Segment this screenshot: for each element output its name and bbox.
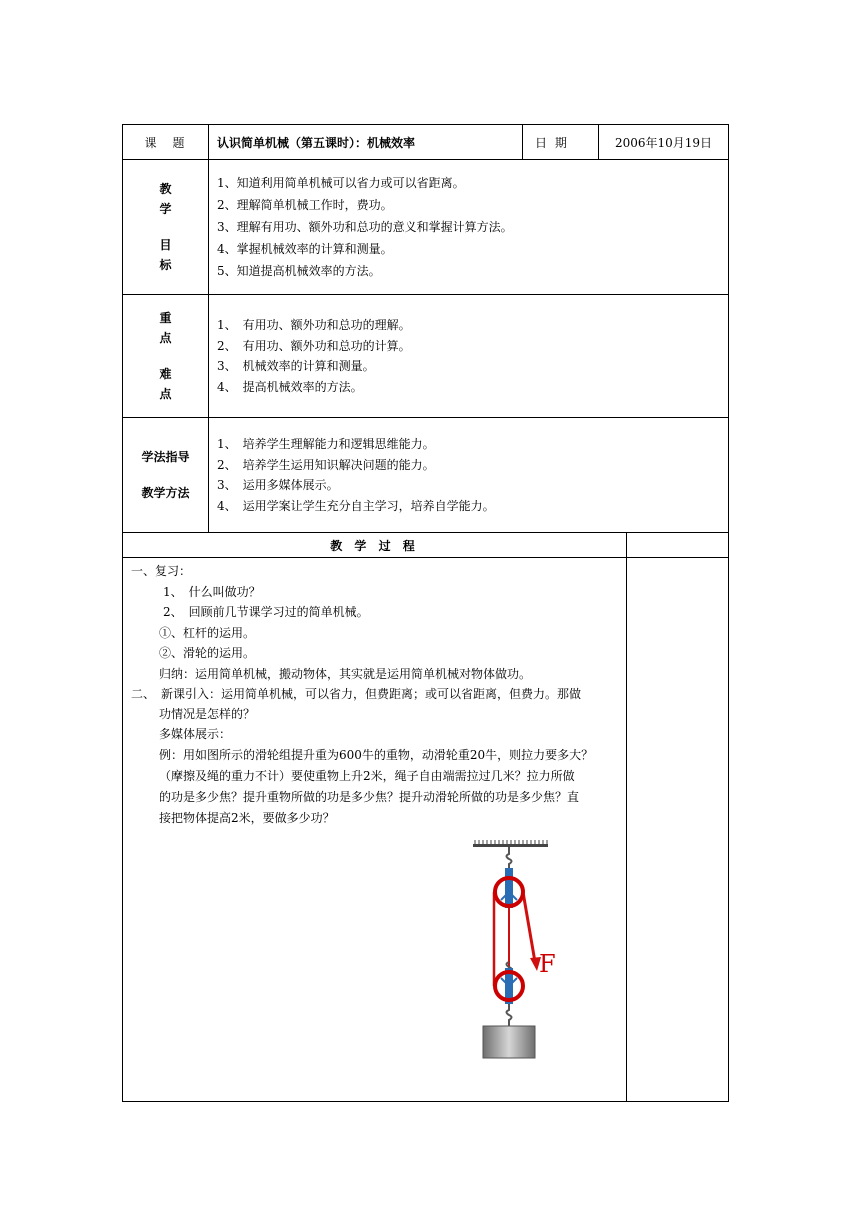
key-point-item: 2、 有用功、额外功和总功的计算。 <box>217 338 411 353</box>
process-content <box>123 558 627 1102</box>
fixed-pulley-rod <box>505 868 513 908</box>
process-line: 一、复习： <box>131 564 192 578</box>
objective-item: 3、理解有用功、额外功和总功的意义和掌握计算方法。 <box>217 220 513 234</box>
objective-item: 4、掌握机械效率的计算和测量。 <box>217 242 393 256</box>
ceiling-bar <box>473 844 548 847</box>
top-hook <box>507 847 512 868</box>
key-points-label-char: 难 <box>159 367 172 381</box>
process-side-header <box>627 533 729 558</box>
process-line: 接把物体提高2米，要做多少功？ <box>159 811 335 825</box>
process-line: 例：用如图所示的滑轮组提升重为600牛的重物，动滑轮重20牛，则拉力要多大？ <box>159 748 594 762</box>
process-line: 多媒体展示： <box>159 727 232 741</box>
process-line: 功情况是怎样的？ <box>159 707 256 721</box>
date-label: 日 期 <box>523 125 599 160</box>
key-points-label-char: 重 <box>159 311 172 325</box>
objectives-label-char: 教 <box>159 182 172 196</box>
objectives-label-char: 标 <box>159 258 172 272</box>
lesson-plan-table <box>122 124 729 1102</box>
objectives-label-char: 学 <box>159 202 172 216</box>
objective-item: 1、知道利用简单机械可以省力或可以省距离。 <box>217 176 465 190</box>
key-point-item: 4、 提高机械效率的方法。 <box>217 379 363 394</box>
pulley-figure <box>469 840 589 1065</box>
method-item: 4、 运用学案让学生充分自主学习，培养自学能力。 <box>217 498 495 513</box>
process-line: 归纳：运用简单机械，搬动物体，其实就是运用简单机械对物体做功。 <box>159 667 532 681</box>
method-item: 3、 运用多媒体展示。 <box>217 478 339 492</box>
key-point-item: 1、 有用功、额外功和总功的理解。 <box>217 318 411 332</box>
weight-block <box>483 1026 535 1058</box>
study-method-label: 学法指导 <box>141 450 190 464</box>
process-line: 2、 回顾前几节课学习过的简单机械。 <box>163 605 369 619</box>
methods-label <box>123 418 209 533</box>
process-line: 的功是多少焦？提升重物所做的功是多少焦？提升动滑轮所做的功是多少焦？直 <box>159 790 580 804</box>
methods-content <box>209 418 729 533</box>
method-item: 2、 培养学生运用知识解决问题的能力。 <box>217 457 435 472</box>
key-points-label <box>123 295 209 418</box>
objectives-content <box>209 160 729 295</box>
force-label: F <box>539 950 556 978</box>
ceiling-hatch <box>475 840 547 844</box>
process-line: ①、杠杆的运用。 <box>159 626 256 640</box>
key-points-label-char: 点 <box>159 331 172 345</box>
rope-free-end <box>523 892 535 962</box>
key-points-content <box>209 295 729 418</box>
process-line: 二、 新课引入：运用简单机械，可以省力，但费距离；或可以省距离，但费力。那做 <box>131 687 582 701</box>
teaching-method-label: 教学方法 <box>141 486 190 500</box>
key-points-label-char: 点 <box>159 387 172 401</box>
objective-item: 5、知道提高机械效率的方法。 <box>217 264 381 278</box>
process-line: 1、 什么叫做功？ <box>163 585 261 599</box>
process-line: ②、滑轮的运用。 <box>159 646 256 660</box>
objectives-label-char: 目 <box>159 238 172 252</box>
process-side-column <box>627 558 729 1102</box>
title-label: 课 题 <box>123 125 209 160</box>
process-title: 教 学 过 程 <box>123 533 627 558</box>
weight-hook <box>507 1004 512 1026</box>
objective-item: 2、理解简单机械工作时，费功。 <box>217 198 393 212</box>
process-line: （摩擦及绳的重力不计）要使重物上升2米，绳子自由端需拉过几米？拉力所做 <box>159 769 575 783</box>
lesson-title: 认识简单机械（第五课时）：机械效率 <box>209 125 523 160</box>
objectives-label <box>123 160 209 295</box>
key-point-item: 3、 机械效率的计算和测量。 <box>217 359 375 373</box>
method-item: 1、 培养学生理解能力和逻辑思维能力。 <box>217 437 435 451</box>
lesson-date: 2006年10月19日 <box>599 125 729 160</box>
